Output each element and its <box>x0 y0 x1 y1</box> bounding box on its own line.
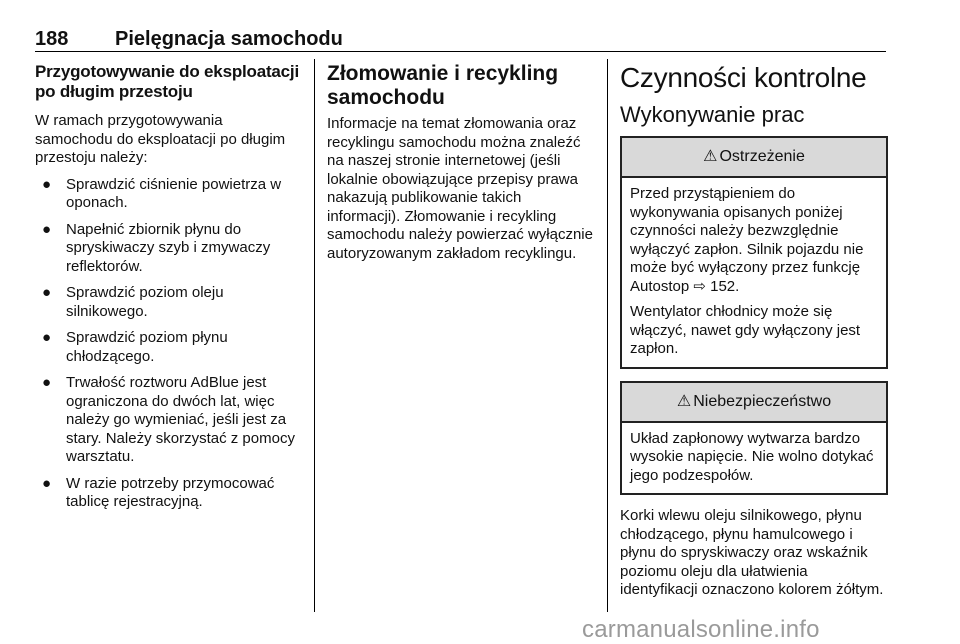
warning-label: Ostrzeżenie <box>719 148 805 165</box>
checks-text: Korki wlewu oleju silnikowego, płynu chłodzącego, płynu hamulcowego i płynu do spryskiwaczy oraz wskaźnik poziomu oleju dla ułatwienia identyfikacji oznaczono kolorem żółtym. <box>620 507 884 598</box>
intro-text: W ramach przygotowywania samochodu do eksploatacji po długim przestoju należy: <box>35 112 286 166</box>
danger-label: Niebezpieczeństwo <box>693 392 832 410</box>
column-3 <box>620 62 888 600</box>
warning-text: Przed przystąpieniem do wykonywania opisanych poniżej czynności należy bezwzględnie wyłączyć zapłon. Silnik pojazdu nie może być wyłączony przez funkcję Autostop ⇨ 152. <box>630 185 864 295</box>
section-heading-storage: Przygotowywanie do eksploatacji po długim przestoju <box>35 62 299 101</box>
section-heading-recycling: Złomowanie i recykling samochodu <box>327 62 559 109</box>
list-item: ● Sprawdzić ciśnienie powietrza w oponach. <box>42 175 282 211</box>
page-number: 188 <box>35 28 69 50</box>
column-divider-1 <box>314 59 315 612</box>
danger-box <box>620 381 888 496</box>
column-divider-2 <box>607 59 608 612</box>
column-1 <box>35 62 303 520</box>
bullet-icon: ● <box>42 474 52 492</box>
list-item: ● Napełnić zbiornik płynu do spryskiwaczy szyb i zmywaczy reflektorów. <box>42 220 271 275</box>
danger-header <box>622 383 886 423</box>
bullet-icon: ● <box>42 220 52 238</box>
bullet-icon: ● <box>42 284 52 301</box>
danger-icon: ⚠ <box>676 392 692 410</box>
column-2 <box>327 62 595 263</box>
list-item: ● Sprawdzić poziom płynu chłodzącego. <box>42 329 228 365</box>
checklist <box>35 176 303 512</box>
bullet-icon: ● <box>42 329 52 346</box>
bullet-icon: ● <box>42 175 52 193</box>
page-header <box>35 28 886 52</box>
warning-icon: ⚠ <box>703 148 718 165</box>
subsection-heading-work: Wykonywanie prac <box>620 102 805 127</box>
danger-body <box>622 423 886 494</box>
list-item: ● Trwałość roztworu AdBlue jest ograniczona do dwóch lat, więc należy go wymieniać, jeśli jest za stary. Należy skorzystać z pomocy warsztatu. <box>42 374 295 465</box>
list-item: ● W razie potrzeby przymocować tablicę rejestracyjną. <box>42 474 275 510</box>
watermark: carmanualsonline.info <box>582 616 820 643</box>
danger-text: Układ zapłonowy wytwarza bardzo wysokie napięcie. Nie wolno dotykać jego podzespołów. <box>630 429 874 484</box>
warning-box <box>620 136 888 369</box>
bullet-icon: ● <box>42 374 52 391</box>
page-title: Pielęgnacja samochodu <box>115 28 343 50</box>
section-heading-checks: Czynności kontrolne <box>620 62 867 93</box>
warning-header <box>622 138 886 178</box>
header-rule <box>35 51 886 52</box>
warning-body <box>622 178 886 367</box>
warning-text: Wentylator chłodnicy może się włączyć, nawet gdy wyłączony jest zapłon. <box>630 303 861 357</box>
recycling-text: Informacje na temat złomowania oraz recyklingu samochodu można znaleźć na naszej stronie internetowej (jeśli lokalnie obowiązujące przepisy prawa nakazują publikowanie takich informacji). Złomowanie i recykling samochodu należy powierzać wyłącznie autoryzowanym zakładom recyklingu. <box>327 115 593 262</box>
list-item: ● Sprawdzić poziom oleju silnikowego. <box>42 284 224 320</box>
